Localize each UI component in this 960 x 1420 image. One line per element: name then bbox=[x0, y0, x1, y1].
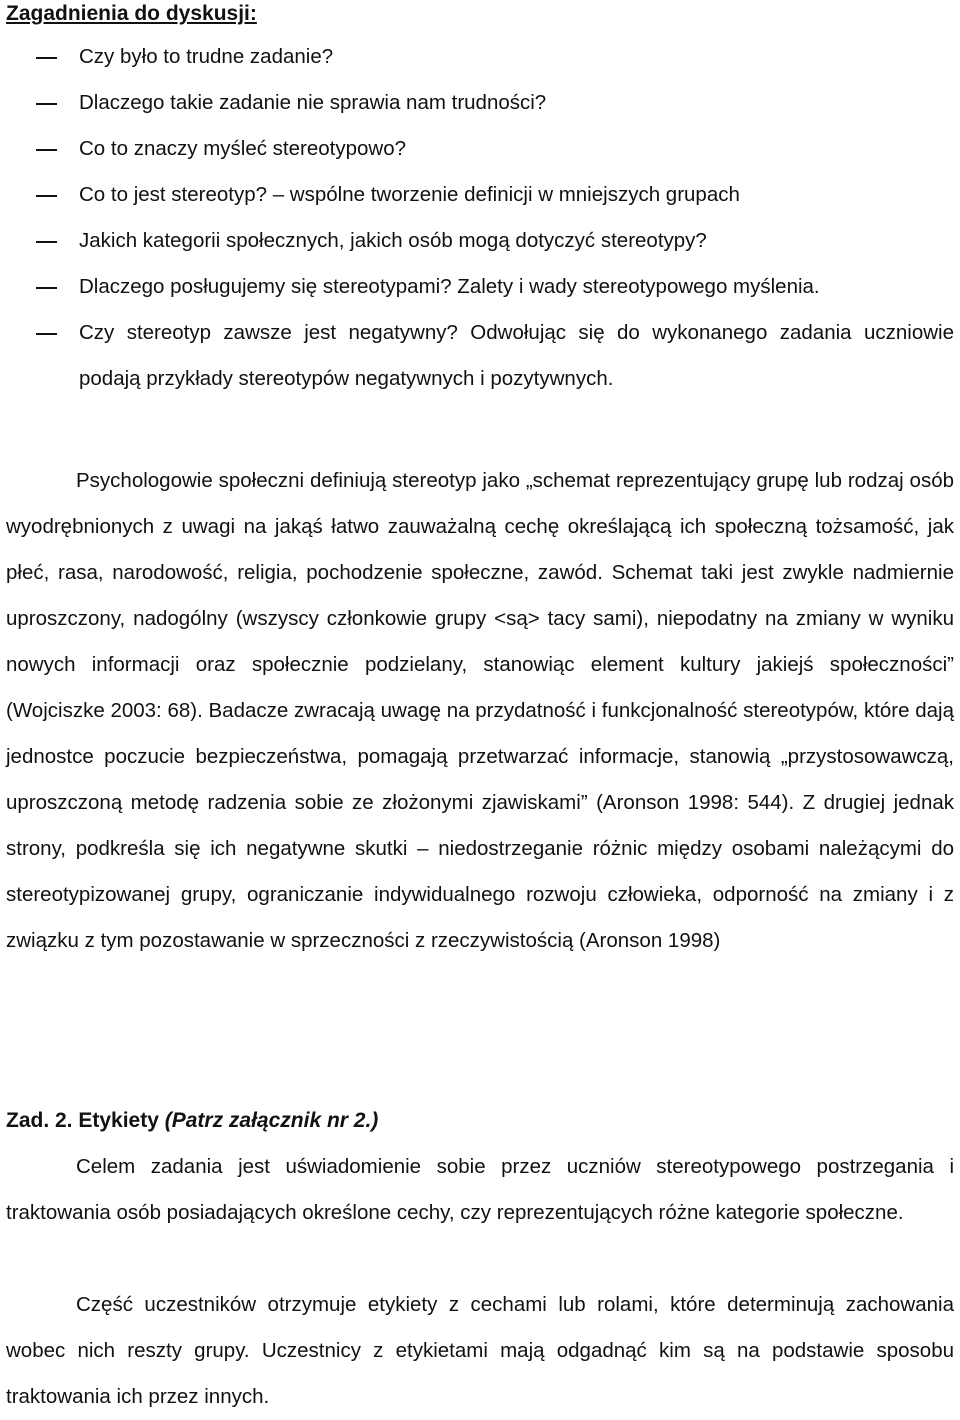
dash-bullet-icon bbox=[36, 241, 57, 243]
list-item bbox=[0, 264, 960, 310]
list-item bbox=[0, 34, 960, 80]
task-2-goal-paragraph: Celem zadania jest uświadomienie sobie przez uczniów stereotypowego postrzegania i traktowania osób posiadających określone cechy, czy reprezentujących różne kategorie społeczne. bbox=[6, 1155, 954, 1224]
dash-bullet-icon bbox=[36, 195, 57, 197]
stereotype-definition-paragraph: Psychologowie społeczni definiują stereotyp jako „schemat reprezentujący grupę lub rodzaj osób wyodrębnionych z uwagi na jakąś łatwo zauważalną cechę określającą ich społeczną tożsamość, jak płeć, rasa, narodowość, religia, pochodzenie społeczne, zawód. Schemat taki jest zwykle nadmiernie uproszczony, nadogólny (wszyscy członkowie grupy <są> tacy sami), niepodatny na zmiany w wyniku nowych informacji oraz społecznie podzielany, stanowiąc element kultury jakiejś społeczności” (Wojciszke 2003: 68). Badacze zwracają uwagę na przydatność i funkcjonalność stereotypów, które dają jednostce poczucie bezpieczeństwa, pomagają przetwarzać informacje, stanowią „przystosowawczą, uproszczoną metodę radzenia sobie ze złożonymi zjawiskami” (Aronson 1998: 544). Z drugiej jednak strony, podkreśla się ich negatywne skutki – niedostrzeganie różnic między osobami należącymi do stereotypizowanej grupy, ograniczanie indywidualnego rozwoju człowieka, odporność na zmiany i z związku z tym pozostawanie w sprzeczności z rzeczywistością (Aronson 1998) bbox=[6, 469, 954, 952]
question-text: Jakich kategorii społecznych, jakich osób mogą dotyczyć stereotypy? bbox=[79, 229, 707, 252]
task-2-heading bbox=[6, 1106, 378, 1136]
question-text: Czy było to trudne zadanie? bbox=[79, 45, 334, 68]
discussion-questions-list bbox=[0, 34, 960, 402]
question-text: Co to jest stereotyp? – wspólne tworzenie definicji w mniejszych grupach bbox=[79, 183, 740, 206]
dash-bullet-icon bbox=[36, 57, 57, 59]
question-text: Czy stereotyp zawsze jest negatywny? Odwołując się do wykonanego zadania uczniowie podają przykłady stereotypów negatywnych i pozytywnych. bbox=[79, 321, 954, 390]
list-item bbox=[0, 310, 960, 402]
question-text: Co to znaczy myśleć stereotypowo? bbox=[79, 137, 406, 160]
list-item bbox=[0, 172, 960, 218]
dash-bullet-icon bbox=[36, 149, 57, 151]
task-2-attachment-note: (Patrz załącznik nr 2.) bbox=[164, 1109, 379, 1132]
question-text: Dlaczego takie zadanie nie sprawia nam trudności? bbox=[79, 91, 547, 114]
task-2-description-paragraph: Część uczestników otrzymuje etykiety z cechami lub rolami, które determinują zachowania wobec nich reszty grupy. Uczestnicy z etykietami mają odgadnąć kim są na podstawie sposobu traktowania ich przez innych. bbox=[6, 1293, 954, 1408]
list-item bbox=[0, 80, 960, 126]
list-item bbox=[0, 126, 960, 172]
task-2-title: Zad. 2. Etykiety bbox=[6, 1109, 165, 1132]
dash-bullet-icon bbox=[36, 287, 57, 289]
discussion-heading: Zagadnienia do dyskusji: bbox=[6, 2, 257, 25]
question-text: Dlaczego posługujemy się stereotypami? Zalety i wady stereotypowego myślenia. bbox=[79, 275, 820, 298]
list-item bbox=[0, 218, 960, 264]
dash-bullet-icon bbox=[36, 103, 57, 105]
dash-bullet-icon bbox=[36, 333, 57, 335]
